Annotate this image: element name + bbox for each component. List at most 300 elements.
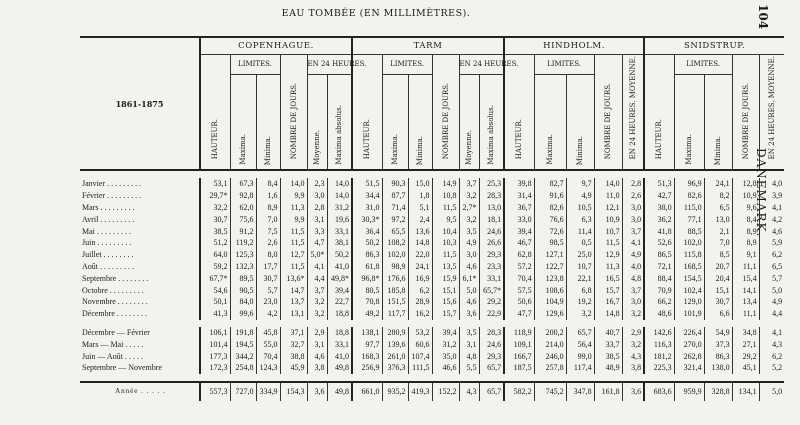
cell-value: 745,2 [534,382,566,401]
cell-value: 6,2 [759,350,784,362]
cell-value: 3,3 [307,225,327,237]
cell-value: 38,0 [644,202,674,214]
cell-value: 13,0 [704,213,732,225]
cell-value: 2,6 [256,237,280,249]
cell-value: 334,9 [256,382,280,401]
cell-value: 3,2 [459,213,479,225]
row-spacer [80,170,784,178]
cell-value: 41,0 [327,350,352,362]
cell-value: 122,7 [534,261,566,273]
cell-value: 11,3 [594,261,622,273]
cell-value: 4,6 [459,296,479,308]
cell-value: 6,1* [459,272,479,284]
cell-value: 51,5 [352,178,382,190]
row-label: Janvier . . . . . . . . . [82,179,142,189]
cell-value: 9,9 [280,213,307,225]
cell-value: 3,6 [622,382,644,401]
row-label: Juin — Août . . . . . [82,351,143,361]
nombre-header: NOMBRE DE JOURS. [594,55,622,171]
cell-value: 54,6 [200,284,230,296]
cell-value: 56,4 [566,338,594,350]
cell-value: 96,9 [674,178,704,190]
month-row [80,284,784,296]
row-label: Février . . . . . . . . . [82,191,142,201]
cell-value: 4,1 [759,202,784,214]
cell-value: 4,3 [459,382,479,401]
cell-value: 18,8 [327,308,352,320]
limites-header: LIMITES. [674,55,732,75]
cell-value: 683,6 [644,382,674,401]
cell-value: 419,3 [408,382,432,401]
cell-value: 8,0 [256,249,280,261]
cell-value: 71,4 [382,202,408,214]
cell-value: 161,8 [594,382,622,401]
en24-header: EN 24 HEURES. [307,55,352,75]
cell-value: 97,2 [382,213,408,225]
cell-value: 138,0 [704,362,732,374]
cell-value: 14,9 [432,178,459,190]
cell-value: 151,5 [382,296,408,308]
cell-value: 16,2 [408,308,432,320]
hauteur-header: HAUTEUR. [200,55,230,171]
cell-value: 3,6 [307,382,327,401]
cell-value: 67,3 [230,178,256,190]
cell-value: 109,1 [504,338,534,350]
cell-value: 11,5 [280,261,307,273]
cell-value: 3,1 [307,338,327,350]
cell-value: 115,0 [674,202,704,214]
cell-value: 557,3 [200,382,230,401]
row-label: Décembre — Février [82,327,150,337]
cell-value: 41,8 [644,225,674,237]
cell-value: 226,4 [674,327,704,339]
maxima-header: Maxima. [674,74,704,170]
cell-value: 10,5 [566,202,594,214]
cell-value: 154,3 [280,382,307,401]
cell-value: 36,2 [644,213,674,225]
cell-value: 4,4 [307,272,327,284]
cell-value: 256,9 [352,362,382,374]
cell-value: 102,4 [674,284,704,296]
hauteur-header: HAUTEUR. [644,55,674,171]
cell-value: 5,0 [759,284,784,296]
cell-value: 321,4 [674,362,704,374]
month-row [80,237,784,249]
month-row [80,249,784,261]
cell-value: 29,7* [200,190,230,202]
cell-value: 98,9 [382,261,408,273]
cell-value: 35,0 [432,350,459,362]
cell-value: 194,5 [230,338,256,350]
cell-value: 57,5 [504,284,534,296]
cell-value: 3,6 [459,308,479,320]
cell-value: 12,8 [732,178,759,190]
cell-value: 13,7 [280,296,307,308]
cell-value: 127,1 [534,249,566,261]
cell-value: 3,0 [622,213,644,225]
cell-value: 84,0 [230,296,256,308]
cell-value: 3,2 [566,308,594,320]
cell-value: 4,6 [459,261,479,273]
page-title: EAU TOMBÉE (EN MILLIMÈTRES). [281,8,471,19]
cell-value: 91,2 [230,225,256,237]
cell-value: 11,4 [566,225,594,237]
cell-value: 347,8 [566,382,594,401]
cell-value: 25,3 [479,178,504,190]
cell-value: 11,0 [594,190,622,202]
cell-value: 49,8* [327,272,352,284]
cell-value: 2,3 [307,178,327,190]
en24-moyenne-header: EN 24 HEURES. MOYENNE. [759,55,784,171]
cell-value: 33,1 [327,225,352,237]
cell-value: 33,1 [479,272,504,284]
en24-header: EN 24 HEURES. [459,55,504,75]
minima-header: Minima. [566,74,594,170]
month-row [80,225,784,237]
cell-value: 935,2 [382,382,408,401]
cell-value: 24,1 [408,261,432,273]
cell-value: 2,6 [622,190,644,202]
cell-value: 4,0 [622,261,644,273]
cell-value: 104,9 [534,296,566,308]
cell-value: 102,0 [382,249,408,261]
cell-value: 4,8 [459,350,479,362]
cell-value: 39,8 [504,178,534,190]
cell-value: 108,6 [534,284,566,296]
cell-value: 30,7 [704,296,732,308]
cell-value: 86,3 [352,249,382,261]
cell-value: 10,9 [594,213,622,225]
cell-value: 13,4 [732,296,759,308]
cell-value: 3,2 [622,338,644,350]
cell-value: 13,0 [479,202,504,214]
cell-value: 23,0 [256,296,280,308]
month-row [80,202,784,214]
cell-value: 65,7 [566,327,594,339]
cell-value: 119,2 [230,237,256,249]
cell-value: 62,8 [504,249,534,261]
season-row [80,362,784,374]
cell-value: 142,6 [644,327,674,339]
cell-value: 200,2 [534,327,566,339]
minima-header: Minima. [408,74,432,170]
cell-value: 50,2 [352,237,382,249]
month-row [80,261,784,273]
cell-value: 2,4 [408,213,432,225]
cell-value: 38,8 [280,350,307,362]
cell-value: 7,5 [256,225,280,237]
month-row [80,190,784,202]
hauteur-header: HAUTEUR. [504,55,534,171]
cell-value: 31,0 [352,202,382,214]
cell-value: 5,7 [256,284,280,296]
cell-value: 12,1 [594,202,622,214]
cell-value: 25,0 [566,249,594,261]
cell-value: 70,4 [504,272,534,284]
cell-value: 10,9 [732,190,759,202]
cell-value: 10,7 [566,261,594,273]
cell-value: 9,5 [432,213,459,225]
cell-value: 51,3 [644,178,674,190]
cell-value: 11,3 [280,202,307,214]
cell-value: 5,0 [459,284,479,296]
cell-value: 959,9 [674,382,704,401]
cell-value: 13,5 [432,261,459,273]
cell-value: 22,1 [566,272,594,284]
cell-value: 270,0 [674,338,704,350]
cell-value: 4,9 [759,296,784,308]
cell-value: 2,8 [622,178,644,190]
row-label: Avril . . . . . . . . . [82,214,135,224]
cell-value: 4,6 [759,225,784,237]
cell-value: 99,6 [230,308,256,320]
cell-value: 6,5 [759,261,784,273]
cell-value: 42,7 [644,190,674,202]
cell-value: 82,7 [534,178,566,190]
cell-value: 46,6 [432,362,459,374]
cell-value: 5,9 [759,237,784,249]
cell-value: 14,8 [594,308,622,320]
cell-value: 10,4 [432,225,459,237]
cell-value: 50,6 [504,296,534,308]
cell-value: 107,4 [408,350,432,362]
cell-value: 54,9 [704,327,732,339]
cell-value: 28,9 [408,296,432,308]
cell-value: 36,7 [504,202,534,214]
cell-value: 3,7 [459,178,479,190]
cell-value: 22,0 [408,249,432,261]
cell-value: 106,1 [200,327,230,339]
row-label: Mars . . . . . . . . . [82,202,135,212]
maxima-header: Maxima. [382,74,408,170]
cell-value: 5,7 [759,272,784,284]
cell-value: 176,6 [382,272,408,284]
cell-value: 168,3 [352,350,382,362]
cell-value: 172,3 [200,362,230,374]
cell-value: 37,3 [704,338,732,350]
cell-value: 72,6 [534,225,566,237]
cell-value: 26,6 [479,237,504,249]
cell-value: 11,5 [280,225,307,237]
row-label: Mars — Mai . . . . . [82,339,144,349]
cell-value: 20,4 [704,272,732,284]
cell-value: 3,2 [459,190,479,202]
cell-value: 23,3 [479,261,504,273]
cell-value: 66,2 [644,296,674,308]
cell-value: 65,7 [479,382,504,401]
cell-value: 5,2 [759,362,784,374]
cell-value: 191,8 [230,327,256,339]
cell-value: 8,2 [704,190,732,202]
cell-value: 727,0 [230,382,256,401]
cell-value: 97,7 [352,338,382,350]
season-row [80,338,784,350]
cell-value: 24,6 [479,225,504,237]
cell-value: 49,8 [327,382,352,401]
cell-value: 132,3 [230,261,256,273]
row-label: Année . . . . . [80,382,200,401]
cell-value: 0,5 [566,237,594,249]
cell-value: 14,1 [732,284,759,296]
cell-value: 4,8 [622,272,644,284]
month-row [80,272,784,284]
table-body [80,170,784,401]
cell-value: 14,0 [327,178,352,190]
cell-value: 33,1 [327,338,352,350]
cell-value: 4,9 [622,249,644,261]
cell-value: 13,6* [280,272,307,284]
cell-value: 124,3 [256,362,280,374]
cell-value: 9,9 [280,190,307,202]
cell-value: 18,8 [327,327,352,339]
cell-value: 5,0 [759,382,784,401]
cell-value: 31,2 [432,338,459,350]
cell-value: 3,5 [459,225,479,237]
cell-value: 13,6 [408,225,432,237]
season-row [80,327,784,339]
cell-value: 9,6 [732,202,759,214]
cell-value: 53,2 [408,327,432,339]
cell-value: 3,9 [759,190,784,202]
cell-value: 1,6 [256,190,280,202]
cell-value: 3,8 [622,362,644,374]
cell-value: 59,2 [200,261,230,273]
cell-value: 90,3 [382,178,408,190]
cell-value: 4,2 [256,308,280,320]
row-label: Septembre — Novembre [82,363,162,373]
season-row [80,350,784,362]
cell-value: 3,7 [622,225,644,237]
minima-header: Minima. [704,74,732,170]
cell-value: 22,9 [479,308,504,320]
cell-value: 3,8 [307,362,327,374]
cell-value: 38,1 [327,237,352,249]
cell-value: 261,0 [382,350,408,362]
row-label: Juin . . . . . . . . . [82,238,132,248]
cell-value: 49,8 [327,362,352,374]
row-label: Août . . . . . . . . . [82,261,134,271]
cell-value: 51,2 [200,237,230,249]
cell-value: 3,5 [459,327,479,339]
cell-value: 9,7 [566,178,594,190]
cell-value: 111,5 [408,362,432,374]
cell-value: 3,7 [307,284,327,296]
cell-value: 80,5 [352,284,382,296]
cell-value: 17,7 [256,261,280,273]
cell-value: 4,3 [622,350,644,362]
cell-value: 41,0 [327,261,352,273]
cell-value: 344,2 [230,350,256,362]
cell-value: 101,4 [200,338,230,350]
period-header: 1861-1875 [80,37,200,170]
cell-value: 20,7 [704,261,732,273]
cell-value: 177,3 [200,350,230,362]
cell-value: 38,5 [200,225,230,237]
cell-value: 10,8 [432,190,459,202]
cell-value: 70,4 [256,350,280,362]
cell-value: 30,7 [256,272,280,284]
cell-value: 57,2 [504,261,534,273]
cell-value: 67,7* [200,272,230,284]
station-header-snidstrup: SNIDSTRUP. [644,37,784,55]
cell-value: 7,0 [256,213,280,225]
cell-value: 40,7 [594,327,622,339]
cell-value: 123,8 [534,272,566,284]
cell-value: 6,6 [704,308,732,320]
cell-value: 24,1 [704,178,732,190]
cell-value: 8,9 [732,225,759,237]
cell-value: 75,6 [230,213,256,225]
cell-value: 214,0 [534,338,566,350]
cell-value: 101,9 [674,308,704,320]
cell-value: 11,1 [732,261,759,273]
cell-value: 3,7 [622,284,644,296]
cell-value: 187,5 [504,362,534,374]
cell-value: 15,9 [432,272,459,284]
nombre-header: NOMBRE DE JOURS. [280,55,307,171]
cell-value: 31,4 [504,190,534,202]
cell-value: 65,7* [479,284,504,296]
cell-value: 89,5 [230,272,256,284]
cell-value: 15,4 [732,272,759,284]
maxima-header: Maxima. [534,74,566,170]
cell-value: 328,8 [704,382,732,401]
cell-value: 36,4 [352,225,382,237]
cell-value: 246,0 [534,350,566,362]
row-spacer [80,374,784,382]
cell-value: 65,5 [382,225,408,237]
cell-value: 661,0 [352,382,382,401]
row-label: Octobre . . . . . . . . . [82,285,144,295]
cell-value: 102,0 [674,237,704,249]
cell-value: 45,9 [280,362,307,374]
cell-value: 12,9 [594,249,622,261]
station-header-hindholm: HINDHOLM. [504,37,644,55]
cell-value: 76,6 [534,213,566,225]
cell-value: 117,4 [566,362,594,374]
cell-value: 4,1 [307,261,327,273]
cell-value: 3,0 [622,202,644,214]
cell-value: 168,5 [674,261,704,273]
cell-value: 225,3 [644,362,674,374]
cell-value: 45,8 [256,327,280,339]
cell-value: 10,3 [432,237,459,249]
maxima-absolus-header: Maxima absolus. [327,74,352,170]
cell-value: 7,0 [704,237,732,249]
cell-value: 1,8 [408,190,432,202]
cell-value: 166,7 [504,350,534,362]
cell-value: 4,9 [566,190,594,202]
cell-value: 28,3 [479,327,504,339]
cell-value: 30,7 [200,213,230,225]
row-label: Septembre . . . . . . . . [82,273,149,283]
cell-value: 32,2 [200,202,230,214]
cell-value: 3,2 [307,296,327,308]
cell-value: 33,0 [504,213,534,225]
cell-value: 115,8 [674,249,704,261]
cell-value: 82,6 [674,190,704,202]
month-row [80,213,784,225]
cell-value: 6,3 [566,213,594,225]
cell-value: 86,5 [644,249,674,261]
cell-value: 4,2 [759,213,784,225]
cell-value: 30,3* [352,213,382,225]
cell-value: 82,6 [534,202,566,214]
cell-value: 257,8 [534,362,566,374]
hauteur-header: HAUTEUR. [352,55,382,171]
cell-value: 19,2 [566,296,594,308]
limites-header: LIMITES. [534,55,594,75]
